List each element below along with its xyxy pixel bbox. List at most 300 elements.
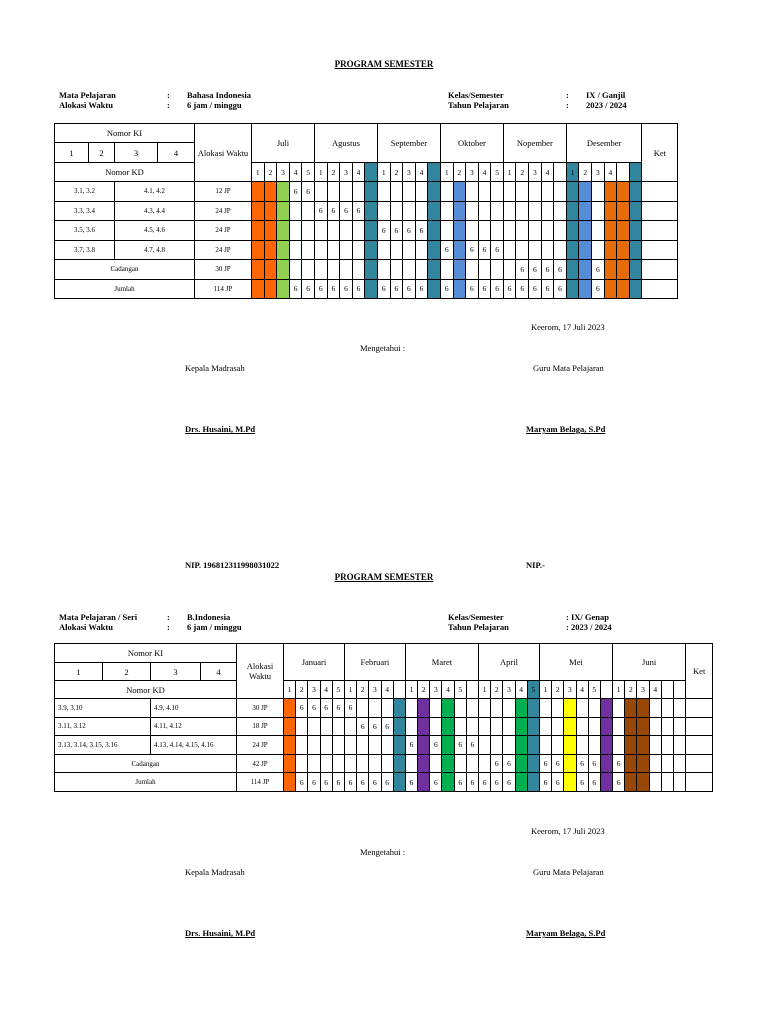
page2-title: PROGRAM SEMESTER <box>334 572 434 582</box>
week-cell <box>393 736 405 755</box>
week-cell <box>308 736 320 755</box>
week-cell <box>629 182 642 202</box>
nomor-ki-header: Nomor KI <box>55 124 195 143</box>
jp-cell: 114 JP <box>195 279 252 299</box>
week-cell <box>340 260 353 280</box>
ket-cell <box>642 279 678 299</box>
week-cell <box>479 699 491 718</box>
week-cell <box>453 240 466 260</box>
week-cell: 6 <box>340 201 353 221</box>
week-cell: 6 <box>440 240 453 260</box>
week-cell: 6 <box>289 182 302 202</box>
month-header: Maret <box>405 644 478 681</box>
nomor-ki-header: Nomor KI <box>55 644 237 663</box>
week-number: 3 <box>592 163 605 182</box>
week-cell <box>661 699 673 718</box>
week-number <box>617 163 630 182</box>
week-cell: 6 <box>516 260 529 280</box>
week-cell <box>479 754 491 773</box>
week-cell <box>440 201 453 221</box>
week-cell <box>289 240 302 260</box>
week-cell <box>491 182 504 202</box>
week-cell <box>377 201 390 221</box>
week-number: 1 <box>479 681 491 699</box>
week-cell <box>649 699 661 718</box>
week-cell <box>515 773 527 792</box>
week-cell <box>625 717 637 736</box>
week-cell <box>604 240 617 260</box>
week-cell <box>541 182 554 202</box>
week-cell <box>381 736 393 755</box>
week-cell <box>365 182 378 202</box>
week-cell <box>377 240 390 260</box>
week-cell <box>415 260 428 280</box>
week-number: 3 <box>369 681 381 699</box>
week-number: 1 <box>613 681 625 699</box>
week-cell <box>428 201 441 221</box>
week-cell: 6 <box>369 717 381 736</box>
kd3-cell: 3.13, 3.14, 3.15, 3.16 <box>55 736 151 755</box>
week-number: 2 <box>579 163 592 182</box>
table-row <box>55 260 678 280</box>
week-cell <box>284 717 296 736</box>
ket-cell <box>686 736 713 755</box>
week-cell: 6 <box>352 201 365 221</box>
week-cell: 6 <box>466 240 479 260</box>
week-cell <box>541 201 554 221</box>
week-cell: 6 <box>320 773 332 792</box>
week-cell <box>604 260 617 280</box>
week-cell <box>415 201 428 221</box>
week-number: 4 <box>478 163 491 182</box>
table-row <box>55 201 678 221</box>
week-cell: 6 <box>440 279 453 299</box>
week-cell <box>503 221 516 241</box>
week-cell <box>277 279 290 299</box>
week-cell <box>369 736 381 755</box>
week-cell <box>617 201 630 221</box>
week-cell <box>430 754 442 773</box>
week-cell <box>264 221 277 241</box>
week-cell <box>296 736 308 755</box>
page1-title: PROGRAM SEMESTER <box>334 59 434 69</box>
week-cell <box>344 754 356 773</box>
week-cell: 6 <box>613 754 625 773</box>
page2-right-name: Maryam Belaga, S.Pd <box>526 928 606 938</box>
page1-schedule-table <box>54 123 678 299</box>
week-cell: 6 <box>344 773 356 792</box>
kd4-cell: 4.5, 4.6 <box>115 221 195 241</box>
week-cell <box>579 182 592 202</box>
week-cell <box>566 240 579 260</box>
week-cell: 6 <box>529 260 542 280</box>
week-cell <box>320 717 332 736</box>
kd3-cell: 3.7, 3.8 <box>55 240 115 260</box>
week-cell <box>554 201 567 221</box>
week-cell: 6 <box>503 754 515 773</box>
ki-number: 4 <box>158 143 195 163</box>
week-cell <box>539 717 551 736</box>
week-cell <box>539 736 551 755</box>
week-cell <box>613 717 625 736</box>
page2-info-right-values: : IX/ Genap : 2023 / 2024 <box>566 612 612 632</box>
kd3-cell: 3.1, 3.2 <box>55 182 115 202</box>
week-cell <box>252 201 265 221</box>
week-cell <box>566 279 579 299</box>
week-cell <box>588 736 600 755</box>
week-number: 1 <box>539 681 551 699</box>
week-cell <box>478 201 491 221</box>
week-cell <box>625 736 637 755</box>
week-cell <box>625 699 637 718</box>
week-cell <box>440 221 453 241</box>
week-cell: 6 <box>466 736 478 755</box>
week-cell <box>440 182 453 202</box>
week-number: 4 <box>576 681 588 699</box>
week-cell <box>527 736 539 755</box>
week-number: 4 <box>352 163 365 182</box>
week-cell <box>604 182 617 202</box>
week-cell <box>592 240 605 260</box>
week-cell <box>453 221 466 241</box>
week-number: 2 <box>357 681 369 699</box>
kd4-cell: 4.1, 4.2 <box>115 182 195 202</box>
week-number: 5 <box>454 681 466 699</box>
week-cell <box>393 754 405 773</box>
month-header: September <box>377 124 440 163</box>
week-cell <box>637 736 649 755</box>
week-cell <box>649 773 661 792</box>
kd3-cell: 3.3, 3.4 <box>55 201 115 221</box>
week-number: 3 <box>503 681 515 699</box>
week-cell <box>564 699 576 718</box>
page1-right-role: Guru Mata Pelajaran <box>533 363 604 373</box>
week-cell <box>491 221 504 241</box>
month-header: Desember <box>566 124 642 163</box>
row-label: Jumlah <box>55 279 195 299</box>
week-cell <box>478 221 491 241</box>
week-cell <box>613 736 625 755</box>
week-cell <box>277 240 290 260</box>
week-cell <box>576 699 588 718</box>
week-cell <box>613 699 625 718</box>
jp-cell: 24 JP <box>195 240 252 260</box>
week-cell: 6 <box>314 201 327 221</box>
week-number <box>393 681 405 699</box>
week-cell <box>466 182 479 202</box>
kd3-cell: 3.5, 3.6 <box>55 221 115 241</box>
week-cell <box>600 717 612 736</box>
week-cell <box>252 182 265 202</box>
week-cell <box>327 240 340 260</box>
week-cell <box>604 201 617 221</box>
week-cell <box>637 754 649 773</box>
week-cell <box>674 754 686 773</box>
week-cell <box>332 736 344 755</box>
week-cell: 6 <box>541 260 554 280</box>
week-cell: 6 <box>377 279 390 299</box>
week-cell: 6 <box>491 754 503 773</box>
week-cell <box>332 717 344 736</box>
week-cell: 6 <box>479 773 491 792</box>
jp-cell: 24 JP <box>195 221 252 241</box>
week-cell: 6 <box>403 221 416 241</box>
week-cell <box>320 754 332 773</box>
week-cell <box>403 260 416 280</box>
week-cell <box>503 736 515 755</box>
week-cell <box>674 736 686 755</box>
week-cell <box>454 754 466 773</box>
week-cell <box>415 182 428 202</box>
week-cell <box>579 221 592 241</box>
ket-cell <box>686 754 713 773</box>
week-number <box>629 163 642 182</box>
week-cell <box>252 260 265 280</box>
week-number: 3 <box>529 163 542 182</box>
week-cell <box>503 260 516 280</box>
week-cell <box>365 221 378 241</box>
week-cell <box>344 736 356 755</box>
week-cell <box>352 221 365 241</box>
kd3-cell: 3.11, 3.12 <box>55 717 151 736</box>
table-row <box>55 240 678 260</box>
week-cell <box>661 773 673 792</box>
week-cell <box>617 182 630 202</box>
ki-number: 2 <box>89 143 115 163</box>
ki-number: 3 <box>151 663 201 681</box>
week-cell <box>264 201 277 221</box>
week-cell <box>564 773 576 792</box>
week-number: 1 <box>377 163 390 182</box>
week-cell <box>418 773 430 792</box>
ket-cell <box>642 240 678 260</box>
week-cell: 6 <box>340 279 353 299</box>
week-cell <box>405 754 417 773</box>
week-number: 2 <box>516 163 529 182</box>
week-cell: 6 <box>314 279 327 299</box>
week-cell: 6 <box>357 717 369 736</box>
page1-left-role: Kepala Madrasah <box>185 363 245 373</box>
week-cell <box>340 182 353 202</box>
week-cell <box>369 754 381 773</box>
week-number: 5 <box>302 163 315 182</box>
week-cell <box>428 240 441 260</box>
week-number: 4 <box>289 163 302 182</box>
week-cell <box>264 260 277 280</box>
week-cell <box>289 221 302 241</box>
week-cell <box>403 201 416 221</box>
page2-right-role: Guru Mata Pelajaran <box>533 867 604 877</box>
week-cell <box>381 754 393 773</box>
week-cell <box>600 699 612 718</box>
week-cell <box>314 182 327 202</box>
week-cell <box>592 201 605 221</box>
week-number <box>674 681 686 699</box>
week-cell <box>365 279 378 299</box>
week-cell <box>527 717 539 736</box>
page2-info-left-colons: : : <box>167 612 170 632</box>
week-cell <box>491 736 503 755</box>
week-cell <box>617 221 630 241</box>
kd4-cell: 4.7, 4.8 <box>115 240 195 260</box>
week-cell <box>515 754 527 773</box>
page1-place-date: Keerom, 17 Juli 2023 <box>531 322 605 332</box>
week-number: 1 <box>314 163 327 182</box>
week-cell: 6 <box>491 773 503 792</box>
week-cell <box>649 754 661 773</box>
week-cell <box>466 754 478 773</box>
week-cell: 6 <box>332 773 344 792</box>
week-cell <box>479 736 491 755</box>
week-cell: 6 <box>503 279 516 299</box>
week-cell: 6 <box>296 773 308 792</box>
week-number: 5 <box>527 681 539 699</box>
week-number: 2 <box>418 681 430 699</box>
week-cell <box>604 221 617 241</box>
week-cell <box>539 699 551 718</box>
ki-number: 2 <box>103 663 151 681</box>
week-cell <box>327 221 340 241</box>
week-cell <box>579 260 592 280</box>
week-cell <box>302 201 315 221</box>
week-cell <box>579 279 592 299</box>
week-cell <box>428 260 441 280</box>
week-cell <box>340 221 353 241</box>
week-cell <box>314 260 327 280</box>
week-cell <box>442 773 454 792</box>
week-cell <box>327 182 340 202</box>
week-cell <box>442 754 454 773</box>
week-number: 3 <box>403 163 416 182</box>
week-cell <box>284 699 296 718</box>
week-cell <box>320 736 332 755</box>
week-number: 4 <box>415 163 428 182</box>
week-cell <box>418 736 430 755</box>
week-cell <box>302 221 315 241</box>
ki-number: 1 <box>55 143 89 163</box>
week-cell <box>252 240 265 260</box>
jp-cell: 114 JP <box>237 773 284 792</box>
week-cell <box>516 182 529 202</box>
week-number: 1 <box>284 681 296 699</box>
week-cell <box>390 240 403 260</box>
week-cell <box>405 699 417 718</box>
page1-info-right-colons: : : <box>566 90 569 110</box>
week-cell <box>588 717 600 736</box>
week-cell <box>466 260 479 280</box>
page2-mengetahui: Mengetahui : <box>360 847 406 857</box>
kd4-cell: 4.9, 4.10 <box>151 699 237 718</box>
week-cell <box>661 717 673 736</box>
week-cell <box>302 260 315 280</box>
week-number: 4 <box>381 681 393 699</box>
page1-mengetahui: Mengetahui : <box>360 343 406 353</box>
week-cell <box>365 201 378 221</box>
week-number: 2 <box>264 163 277 182</box>
month-header: Juli <box>252 124 315 163</box>
week-cell <box>415 240 428 260</box>
week-cell <box>479 717 491 736</box>
week-cell <box>252 221 265 241</box>
week-cell <box>466 221 479 241</box>
week-number: 4 <box>604 163 617 182</box>
jp-cell: 12 JP <box>195 182 252 202</box>
page2-info-left-values: B.Indonesia 6 jam / minggu <box>187 612 242 632</box>
week-cell <box>541 221 554 241</box>
week-number: 3 <box>430 681 442 699</box>
week-cell <box>564 754 576 773</box>
week-cell: 6 <box>478 279 491 299</box>
week-number: 2 <box>453 163 466 182</box>
week-cell <box>503 699 515 718</box>
week-cell <box>453 279 466 299</box>
jp-cell: 24 JP <box>195 201 252 221</box>
week-cell: 6 <box>308 773 320 792</box>
week-cell <box>541 240 554 260</box>
week-cell: 6 <box>302 279 315 299</box>
week-cell <box>428 182 441 202</box>
kd4-cell: 4.3, 4.4 <box>115 201 195 221</box>
week-cell: 6 <box>405 773 417 792</box>
week-number <box>365 163 378 182</box>
month-header: Mei <box>539 644 612 681</box>
month-header: Agustus <box>314 124 377 163</box>
week-number <box>466 681 478 699</box>
week-cell <box>637 699 649 718</box>
week-cell <box>516 221 529 241</box>
week-cell: 6 <box>491 279 504 299</box>
alokasi-header: Alokasi Waktu <box>237 644 284 699</box>
week-cell <box>252 279 265 299</box>
week-cell <box>352 240 365 260</box>
week-cell <box>617 279 630 299</box>
week-cell <box>566 182 579 202</box>
week-cell <box>466 699 478 718</box>
week-cell <box>430 717 442 736</box>
week-cell <box>625 754 637 773</box>
page1-left-nip: NIP. 196812311998031022 <box>185 560 280 570</box>
week-cell <box>289 260 302 280</box>
jp-cell: 30 JP <box>195 260 252 280</box>
week-cell <box>369 699 381 718</box>
week-number: 3 <box>308 681 320 699</box>
week-number: 5 <box>588 681 600 699</box>
week-number: 3 <box>340 163 353 182</box>
page2-left-name: Drs. Husaini, M.Pd <box>185 928 256 938</box>
week-cell <box>284 773 296 792</box>
page1-right-nip: NIP.- <box>526 560 545 570</box>
week-cell <box>314 221 327 241</box>
week-cell <box>516 240 529 260</box>
week-cell <box>453 201 466 221</box>
week-cell: 6 <box>405 736 417 755</box>
week-cell: 6 <box>576 773 588 792</box>
week-cell <box>454 699 466 718</box>
page2-info-left-labels: Mata Pelajaran / Seri Alokasi Waktu <box>59 612 138 632</box>
week-cell <box>552 699 564 718</box>
week-cell: 6 <box>332 699 344 718</box>
week-cell <box>357 699 369 718</box>
table-row <box>55 699 713 718</box>
week-cell <box>327 260 340 280</box>
row-label: Jumlah <box>55 773 237 792</box>
week-cell <box>405 717 417 736</box>
week-cell: 6 <box>327 279 340 299</box>
week-cell <box>264 279 277 299</box>
week-cell: 6 <box>592 260 605 280</box>
week-cell: 6 <box>308 699 320 718</box>
week-number: 4 <box>649 681 661 699</box>
